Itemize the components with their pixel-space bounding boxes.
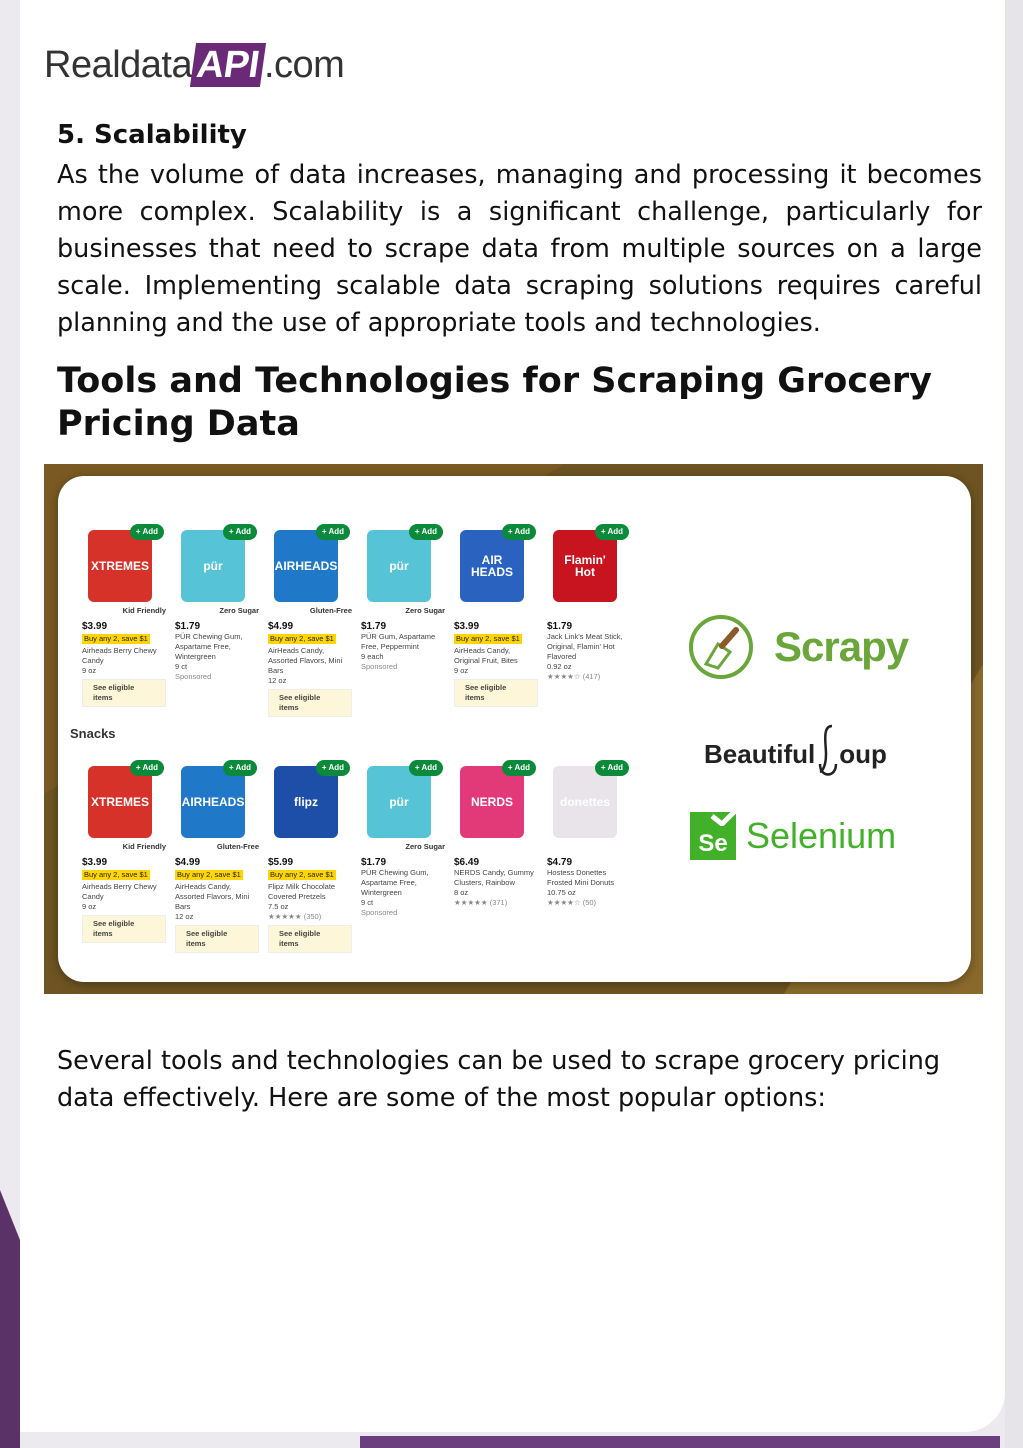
package-label: donettes xyxy=(559,795,610,809)
product-extra: Sponsored xyxy=(175,672,212,681)
product-name: Jack Link's Meat Stick, Original, Flamin' Hot Flavored xyxy=(547,632,623,661)
package-label: Flamin' Hot xyxy=(564,553,606,579)
product-tile[interactable] xyxy=(82,524,166,717)
product-image[interactable] xyxy=(82,760,166,840)
package-shape xyxy=(367,766,431,838)
package-label: XTREMES xyxy=(90,795,149,809)
scrapy-logo xyxy=(688,614,908,680)
product-image[interactable] xyxy=(361,760,445,840)
product-image[interactable] xyxy=(547,524,631,604)
product-size: 12 oz xyxy=(175,912,194,921)
see-eligible-items-button[interactable]: See eligible items xyxy=(268,689,352,717)
package-label: pür xyxy=(389,795,409,809)
product-name: Flipz Milk Chocolate Covered Pretzels xyxy=(268,882,336,901)
page-heading: Tools and Technologies for Scraping Grocery Pricing Data xyxy=(57,361,932,444)
site-logo[interactable] xyxy=(44,40,344,90)
package-label: NERDS xyxy=(470,795,513,809)
product-price: $4.79 xyxy=(547,857,573,868)
product-name: NERDS Candy, Gummy Clusters, Rainbow xyxy=(454,868,534,887)
see-eligible-items-button[interactable]: See eligible items xyxy=(454,679,538,707)
product-row-1 xyxy=(82,524,642,717)
package-label: pür xyxy=(389,559,409,573)
product-size: 9 oz xyxy=(454,666,469,675)
ladle-icon xyxy=(816,724,838,780)
package-label: pür xyxy=(203,559,223,573)
deal-badge: Buy any 2, save $1 xyxy=(84,870,148,879)
product-tile[interactable] xyxy=(454,524,538,717)
selenium-badge-text: Se xyxy=(698,830,728,857)
product-tile[interactable] xyxy=(175,760,259,953)
package-label: flipz xyxy=(294,795,318,809)
checkmark-icon xyxy=(710,806,740,826)
product-extra: ★★★★☆ (50) xyxy=(547,898,597,907)
package-shape xyxy=(367,530,431,602)
product-extra: ★★★★★ (371) xyxy=(454,898,508,907)
package-shape xyxy=(181,766,245,838)
product-size: 12 oz xyxy=(268,676,287,685)
package-shape xyxy=(460,766,524,838)
product-name: Airheads Berry Chewy Candy xyxy=(82,646,157,665)
add-to-cart-button[interactable]: + Add xyxy=(130,760,164,776)
product-price: $1.79 xyxy=(361,621,387,632)
product-size: 8 oz xyxy=(454,888,469,897)
beautifulsoup-wordmark-a: Beautiful xyxy=(704,739,816,769)
product-size: 0.92 oz xyxy=(547,662,572,671)
deal-badge: Buy any 2, save $1 xyxy=(270,870,334,879)
product-image[interactable] xyxy=(82,524,166,604)
product-price: $1.79 xyxy=(175,621,201,632)
product-image[interactable] xyxy=(454,524,538,604)
add-to-cart-button[interactable]: + Add xyxy=(223,524,257,540)
product-price: $3.99 xyxy=(82,621,108,632)
see-eligible-items-button[interactable]: See eligible items xyxy=(82,679,166,707)
product-tile[interactable] xyxy=(268,760,352,953)
package-shape xyxy=(88,530,152,602)
product-tile[interactable] xyxy=(268,524,352,717)
product-card-panel xyxy=(58,476,971,982)
product-row-2 xyxy=(82,760,642,953)
product-image[interactable] xyxy=(268,760,352,840)
package-label: AIR HEADS xyxy=(470,553,513,579)
package-shape xyxy=(553,766,617,838)
product-name: Airheads Berry Chewy Candy xyxy=(82,882,157,901)
deal-badge: Buy any 2, save $1 xyxy=(270,634,334,643)
outro-paragraph: Several tools and technologies can be used to scrape grocery pricing data effectively. Here are some of the most popular options: xyxy=(57,1046,941,1113)
product-image[interactable] xyxy=(361,524,445,604)
product-tile[interactable] xyxy=(82,760,166,953)
product-name: AirHeads Candy, Assorted Flavors, Mini Bars xyxy=(268,646,343,675)
product-tile[interactable] xyxy=(547,760,631,953)
product-price: $6.49 xyxy=(454,857,480,868)
see-eligible-items-button[interactable]: See eligible items xyxy=(268,925,352,953)
product-extra: Sponsored xyxy=(361,662,398,671)
add-to-cart-button[interactable]: + Add xyxy=(223,760,257,776)
selenium-badge-icon xyxy=(690,812,736,860)
product-name: PÜR Gum, Aspartame Free, Peppermint xyxy=(361,632,436,651)
product-extra: Sponsored xyxy=(361,908,398,917)
product-tag: Zero Sugar xyxy=(219,606,259,615)
package-shape xyxy=(553,530,617,602)
product-price: $4.99 xyxy=(175,857,201,868)
product-size: 7.5 oz xyxy=(268,902,289,911)
grocery-screenshot-figure xyxy=(44,464,983,994)
product-tag: Zero Sugar xyxy=(405,606,445,615)
deal-badge: Buy any 2, save $1 xyxy=(177,870,241,879)
section-body: As the volume of data increases, managing and processing it becomes more complex. Scalability is a significant challenge, particularly for businesses that need to scrape data from multiple sources on a large scale. Implementing scalable data scraping solutions requires careful planning and the use of appropriate tools and technologies. xyxy=(57,160,982,338)
scrapy-wordmark: Scrapy xyxy=(774,623,909,670)
product-size: 9 oz xyxy=(82,902,97,911)
logo-suffix: .com xyxy=(263,43,345,86)
add-to-cart-button[interactable]: + Add xyxy=(595,524,629,540)
package-shape xyxy=(460,530,524,602)
logo-api-badge: API xyxy=(190,43,266,87)
add-to-cart-button[interactable]: + Add xyxy=(595,760,629,776)
product-name: AirHeads Candy, Assorted Flavors, Mini Bars xyxy=(175,882,250,911)
section-title: 5. Scalability xyxy=(57,120,247,150)
product-size: 9 ct xyxy=(361,898,374,907)
see-eligible-items-button[interactable]: See eligible items xyxy=(175,925,259,953)
product-tile[interactable] xyxy=(361,524,445,717)
package-shape xyxy=(88,766,152,838)
product-tag: Gluten-Free xyxy=(216,842,259,851)
product-price: $1.79 xyxy=(361,857,387,868)
package-label: AIRHEADS xyxy=(181,795,245,809)
product-price: $3.99 xyxy=(82,857,108,868)
add-to-cart-button[interactable]: + Add xyxy=(316,524,350,540)
product-name: AirHeads Candy, Original Fruit, Bites xyxy=(454,646,518,665)
deal-badge: Buy any 2, save $1 xyxy=(456,634,520,643)
product-image[interactable] xyxy=(268,524,352,604)
add-to-cart-button[interactable]: + Add xyxy=(502,760,536,776)
product-name: PÜR Chewing Gum, Aspartame Free, Wintergreen xyxy=(175,632,243,661)
product-size: 9 oz xyxy=(82,666,97,675)
package-label: AIRHEADS xyxy=(274,559,338,573)
package-shape xyxy=(274,530,338,602)
product-tile[interactable] xyxy=(175,524,259,717)
product-tag: Gluten-Free xyxy=(309,606,352,615)
product-image[interactable] xyxy=(547,760,631,840)
spatula-icon xyxy=(688,614,754,680)
beautifulsoup-wordmark-b: oup xyxy=(839,739,887,769)
product-tile[interactable] xyxy=(361,760,445,953)
package-label: XTREMES xyxy=(90,559,149,573)
product-price: $4.99 xyxy=(268,621,294,632)
product-price: $3.99 xyxy=(454,621,480,632)
package-shape xyxy=(181,530,245,602)
selenium-wordmark: Selenium xyxy=(746,815,897,856)
product-size: 9 each xyxy=(361,652,384,661)
product-price: $1.79 xyxy=(547,621,573,632)
see-eligible-items-button[interactable]: See eligible items xyxy=(82,915,166,943)
product-extra: ★★★★★ (350) xyxy=(268,912,322,921)
snacks-section-label: Snacks xyxy=(70,726,116,741)
add-to-cart-button[interactable]: + Add xyxy=(130,524,164,540)
product-name: Hostess Donettes Frosted Mini Donuts xyxy=(547,868,615,887)
product-image[interactable] xyxy=(454,760,538,840)
product-tag: Kid Friendly xyxy=(122,606,166,615)
logo-prefix: Realdata xyxy=(44,43,193,86)
add-to-cart-button[interactable]: + Add xyxy=(409,524,443,540)
add-to-cart-button[interactable]: + Add xyxy=(502,524,536,540)
beautifulsoup-logo xyxy=(704,724,887,770)
product-tag: Zero Sugar xyxy=(405,842,445,851)
product-tile[interactable] xyxy=(454,760,538,953)
product-tag: Kid Friendly xyxy=(122,842,166,851)
product-extra: ★★★★☆ (417) xyxy=(547,672,601,681)
product-tile[interactable] xyxy=(547,524,631,717)
product-image[interactable] xyxy=(175,760,259,840)
package-shape xyxy=(274,766,338,838)
product-name: PÜR Chewing Gum, Aspartame Free, Wintergreen xyxy=(361,868,429,897)
add-to-cart-button[interactable]: + Add xyxy=(316,760,350,776)
product-size: 9 ct xyxy=(175,662,188,671)
add-to-cart-button[interactable]: + Add xyxy=(409,760,443,776)
deal-badge: Buy any 2, save $1 xyxy=(84,634,148,643)
product-image[interactable] xyxy=(175,524,259,604)
selenium-logo xyxy=(690,812,896,860)
product-size: 10.75 oz xyxy=(547,888,576,897)
product-price: $5.99 xyxy=(268,857,294,868)
